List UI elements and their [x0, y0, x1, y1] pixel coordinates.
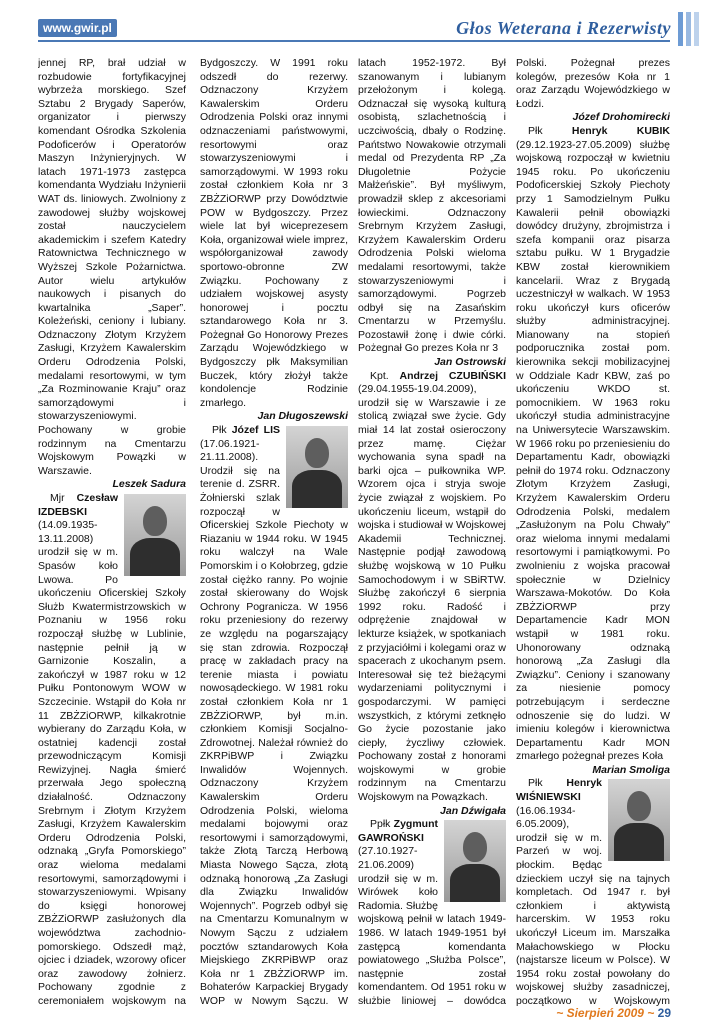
- person-name: Henryk KUBIK: [571, 124, 670, 137]
- decor-stripe: [694, 12, 699, 46]
- decor-stripe: [686, 12, 691, 46]
- portrait-photo: [286, 426, 348, 508]
- obituary-paragraph: Kpt. Andrzej CZUBIŃSKI (29.04.1955-19.04.2009), urodził się w Warszawie i ze stolicą związał swe życie. Gdy miał 14 lat został osieroczony przez mamę. Ciężar wychowania syna spadł na barki ojca – pułkownika WP. Wzorem ojca i stryja swoje życie związał z wojskiem. Po ukończeniu liceum, wstąpił do wojska i studiował w Wojskowej Akademii Technicznej. Następnie podjął zawodową służbę wojskową w 10 Pułku Samochodowym i w SBiRTW. Służbę zakończył 6 sierpnia 1992 roku. Radość i odprężenie znajdował w lekturze książek, w spotkaniach z przyjaciółmi i kolegami oraz w spacerach z ukochanym psem. Interesował się też bieżącymi wydarzeniami politycznymi i gospodarczymi. W pamięci wszystkich, z którymi zetknęło Go życie pozostanie jako ciepły, życzliwy człowiek. Pochowany został z honorami wojskowymi w grobie rodzinnym na Cmentarzu Wojskowym na Powązkach.: [358, 369, 506, 804]
- author-signature: Jan Długoszewski: [257, 410, 348, 423]
- paragraph: jennej RP, brał udział w rozbudowie fortyfikacyjnej wybrzeża morskiego. Szef Sztabu 2 Brygady Saperów, organizator i pierwszy komendant Ośrodka Szkolenia Podoficerów i Operatorów Maszyn Inżynieryjnych. W latach 1971-1973 zastępca komendanta Wydziału Inżynierii WAT ds. liniowych. Zwolniony z zawodowej służby wojskowej został nauczycielem akademickim i szefem Katedry Ratownictwa Technicznego w Wyższej Szkole Pożarnictwa. Autor wielu artykułów naukowych i pisanych do kwartalnika „Saper”. Koleżeński, ceniony i lubiany. Odznaczony Złotym Krzyżem Zasługi, Krzyżem Kawalerskim Orderu Odrodzenia Polski, medalami resortowymi, w tym „Za Rozminowanie Kraju” oraz samorządowymi i stowarzyszeniowymi. Pochowany w grobie rodzinnym na Cmentarzu Wojskowym Powązki w Warszawie.: [38, 57, 186, 477]
- issue-date: ~ Sierpień 2009 ~: [556, 1006, 655, 1020]
- portrait-photo: [444, 820, 506, 902]
- obituary-paragraph: Ppłk Zygmunt GAWROŃSKI (27.10.1927-21.06.2009) urodził się w m. Wirówek koło Radomia. Służbę wojskową pełnił w latach 1949-1986. W latach 1949-1951 był zastępcą komendanta powiatowego „Służba Polsce”, następnie został komendantem. Od 1951 roku w służbie liniowej – dowódca: [358, 818, 506, 1007]
- obituary-paragraph: Mjr Czesław IZDEBSKI (14.09.1935-13.11.2008) urodził się w m. Spasów koło Lwowa. Po ukończeniu Oficerskiej Szkoły Służb Kwatermistrzowskich w Poznaniu w 1956 roku rozpoczął służbę w Lublinie, następnie pełnił ją w Garnizonie Koszalin, a zakończył w 1987 roku w 12 Pułku Pontonowym WOW w Szczecinie. Wstąpił do Koła nr 11 ZBŻZiORWP, kilkakrotnie wybierany do Zarządu Koła, w ostatniej kadencji został przewodniczącym Komisji Rewizyjnej. Nagła śmierć przerwała Jego społeczną działalność. Odznaczony Srebrnym i Złotym Krzyżem Zasługi, Krzyżem Kawalerskim Orderu Odrodzenia Polski, odznaką „Gryfa Pomorskiego” oraz wieloma medalami resortowymi, samorządowymi i stowarzyszeniowymi. Wpisany do księgi honorowej ZBŻZiORWP zasłużonych dla województwa zachodnio-pomorskiego. Odszedł mąż, ojciec i dziadek, wzorowy oficer oraz zawodowy żołnierz. Pochowany zgodnie z ceremoniałem wojskowym na: [38, 492, 186, 1007]
- paragraph: Bydgoszczy. W 1991 roku odszedł do rezerwy. Odznaczony Krzyżem Kawalerskim Orderu Odrodzenia Polski oraz innymi odznaczeniami państwowymi, resortowymi oraz stowarzyszeniowymi i samorządowymi. W 1993 roku został członkiem Koła nr 3 ZBŻZiORWP przy Dowództwie POW w Bydgoszczy. Przez wiele lat był wiceprezesem Koła, organizował wiele imprez, współorganizował zawody sportowo-obronne ZW Związku. Pochowany z udziałem wojskowej asysty honorowej i pocztu sztandarowego Koła nr 3. Pożegnał Go Honorowy Prezes Zarządu Wojewódzkiego w Bydgoszczy płk Maksymilian Buczek, który złożył także kondolencje Rodzinie zmarłego.: [200, 57, 348, 409]
- obituary-paragraph: Płk Henryk KUBIK (29.12.1923-27.05.2009) służbę wojskową rozpoczął w kwietniu 1945 roku. Po ukończeniu Podoficerskiej Szkoły Piechoty przy 1 Samodzielnym Pułku Kawalerii pełnił obowiązki dowódcy drużyny, zbrojmistrza i szefa kompanii oraz pisarza sztabu pułku. W 1 Brygadzie KBW został kierownikiem kancelarii. Wraz z Brygadą uczestniczył w walkach. W 1953 roku ukończył kurs oficerów służby administracyjnej. Mianowany na stopień podporucznika został pom. kierownika sekcji mobilizacyjnej w Oddziale Kadr KBW, zaś po ukończeniu WKDO st. pomocnikiem. W 1963 roku ukończył studia administracyjne na Uniwersytecie Warszawskim. W 1966 roku po przeniesieniu do Departamentu Kadr, obowiązki pełnił do 1974 roku. Odznaczony Złotym Krzyżem Zasługi, Krzyżem Kawalerskim Orderu Odrodzenia Polski, medalem „Zasłużonym na Polu Chwały” oraz wieloma innymi medalami resortowymi i pamiątkowymi. Po zwolnieniu z wojska pracował społecznie w Dzielnicy Warszawa-Mokotów. Do Koła ZBŻZiORWP przy Departamencie Kadr MON wstąpił w 1981 roku. Uhonorowany odznaką honorową „Za Zasługi dla Związku”. Ceniony i szanowany za niesienie pomocy potrzebującym i serdeczne odnoszenie się do ludzi. W imieniu kolegów i kierownictwa Departamentu Kadr MON zmarłego pożegnał prezes Koła: [516, 124, 670, 763]
- decor-stripe: [678, 12, 683, 46]
- magazine-title: Głos Weterana i Rezerwisty: [456, 18, 671, 38]
- page-header: [0, 0, 707, 50]
- person-name: Henryk WIŚNIEWSKI: [516, 777, 602, 804]
- person-name: Józef LIS: [231, 424, 280, 437]
- author-signature: Jan Ostrowski: [434, 356, 506, 369]
- person-name: Andrzej CZUBIŃSKI: [399, 369, 506, 382]
- portrait-photo: [124, 494, 186, 576]
- author-signature: Józef Drohomirecki: [572, 111, 670, 124]
- column-2: [200, 57, 348, 1007]
- header-rule: [38, 40, 670, 42]
- page-footer: [556, 1006, 671, 1020]
- column-1: [38, 57, 186, 1007]
- obituary-paragraph: Płk Henryk WIŚNIEWSKI (16.06.1934-6.05.2009), urodził się w m. Parzeń w woj. płockim. Będąc dzieckiem uczył się na tajnych kompletach. Od 1947 r. był członkiem i aktywistą harcerskim. W 1953 roku ukończył Liceum im. Marszałka Małachowskiego w Płocku (najstarsze liceum w Polsce). W 1954 roku został powołany do wojskowej służby zasadniczej, początkowo w Wojskowym: [516, 777, 670, 1007]
- portrait-photo: [608, 779, 670, 861]
- author-signature: Marian Smoliga: [592, 763, 670, 776]
- author-signature: Jan Dźwigała: [440, 804, 506, 817]
- paragraph: Polski. Pożegnał prezes kolegów, prezesów Koła nr 1 oraz Zarządu Wojewódzkiego w Łodzi.: [516, 57, 670, 110]
- website-url[interactable]: www.gwir.pl: [38, 19, 117, 37]
- paragraph: latach 1952-1972. Był szanowanym i lubianym przełożonym i kolegą. Odznaczał się wysoką kulturą osobistą, szlachetnością i uczciwością, dbały o Rodzinę. Pańtstwo Nowakowie otrzymali medal od Prezydenta RP „Za Długoletnie Pożycie Małżeńskie”. Był myśliwym, prowadził sklep z akcesoriami łowieckimi. Odznaczony Srebrnym Krzyżem Zasługi, Krzyżem Kawalerskim Orderu Odrodzenia Polski wieloma medalami resortowymi, także stowarzyszeniowymi i samorządowymi. Pogrzeb odbył się na Zasańskim Cmentarzu w Przemyślu. Pozostawił żonę i dwie córki. Pożegnał Go prezes Koła nr 3: [358, 57, 506, 355]
- person-name: Czesław IZDEBSKI: [38, 492, 118, 518]
- column-3: [358, 57, 506, 1007]
- person-name: Zygmunt GAWROŃSKI: [358, 818, 438, 844]
- author-signature: Leszek Sadura: [112, 478, 186, 491]
- obituary-paragraph: Płk Józef LIS (17.06.1921-21.11.2008). Urodził się na terenie d. ZSRR. Żołnierski szlak rozpoczął w Oficerskiej Szkole Piechoty w Riazaniu w 1944 roku. W 1945 roku walczył na Wale Pomorskim i o Kołobrzeg, gdzie został ciężko ranny. Po wojnie został skierowany do Wojsk Ochrony Pogranicza. W 1956 roku przeniesiony do rezerwy ze względu na pogarszający się stan zdrowia. Rozpoczął pracę w zakładach pracy na terenie miasta i powiatu nowosądeckiego. W 1981 roku został członkiem Koła nr 1 ZBŻZiORWP, był m.in. członkiem Komisji Socjalno-Zdrowotnej. Należał również do ZKRPiBWP i Związku Inwalidów Wojennych. Odznaczony Krzyżem Kawalerskim Orderu Odrodzenia Polski, wieloma medalami bojowymi oraz resortowymi i samorządowymi, także Złotą Tarczą Herbową Miasta Nowego Sącza, złotą odznaką honorową „Za Zasługi dla Związku Inwalidów Wojennych”. Pogrzeb odbył się na Cmentarzu Komunalnym w Nowym Sączu z udziałem pocztów sztandarowych Koła Miejskiego ZKRPiBWP oraz Koła nr 1 ZBŻZiORWP im. Bohaterów Karpackiej Brygady WOP w Nowym Sączu. W: [200, 424, 348, 1007]
- column-4: [516, 57, 670, 1007]
- page-number: 29: [657, 1006, 671, 1020]
